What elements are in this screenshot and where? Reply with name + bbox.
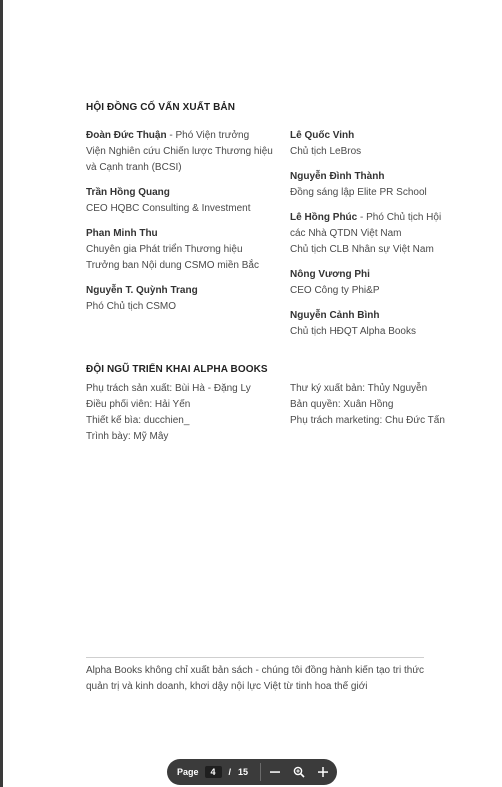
member-role: CEO HQBC Consulting & Investment [86, 203, 251, 214]
member-inline-role: - Phó Viện trưởng [166, 130, 250, 141]
advisory-entry [290, 128, 480, 160]
team-line: Thiết kế bìa: ducchien_ [86, 415, 190, 426]
member-name: Đoàn Đức Thuận [86, 130, 167, 141]
member-name: Trần Hồng Quang [86, 187, 170, 198]
page-toolbar [167, 759, 337, 785]
member-inline-role: - Phó Chủ tịch Hội [357, 212, 442, 223]
member-role: Phó Chủ tịch CSMO [86, 301, 177, 312]
advisory-entry [290, 267, 480, 299]
member-role: Chủ tịch LeBros [290, 146, 362, 157]
advisory-entry [290, 308, 480, 340]
page-total: 15 [238, 767, 249, 777]
footer-tagline: Alpha Books không chỉ xuất bản sách - chúng tôi đồng hành kiến tạo tri thức quản trị và kinh doanh, khơi dậy nội lực Việt từ tinh hoa thế giới [86, 665, 425, 692]
minus-icon [269, 766, 281, 778]
team-line: Trình bày: Mỹ Mây [86, 431, 169, 442]
advisory-right-column [290, 128, 480, 349]
page-number-input[interactable]: 4 [205, 766, 222, 778]
team-line: Điều phối viên: Hải Yến [86, 399, 191, 410]
zoom-button[interactable] [287, 759, 311, 785]
member-name: Lê Hồng Phúc [290, 212, 358, 223]
advisory-entry [290, 210, 480, 258]
page-label: Page [177, 767, 199, 777]
advisory-entry [86, 185, 286, 217]
advisory-entry [86, 226, 286, 274]
member-name: Nguyễn Đình Thành [290, 171, 385, 182]
advisory-title: HỘI ĐỒNG CỐ VẤN XUẤT BẢN [86, 102, 236, 113]
advisory-entry [86, 128, 286, 176]
team-left-column [86, 381, 286, 445]
member-role: Chủ tịch HĐQT Alpha Books [290, 326, 416, 337]
team-title: ĐỘI NGŨ TRIỂN KHAI ALPHA BOOKS [86, 364, 268, 375]
member-name: Nguyễn T. Quỳnh Trang [86, 285, 198, 296]
member-name: Nông Vương Phi [290, 269, 370, 280]
member-name: Nguyễn Cảnh Bình [290, 310, 380, 321]
plus-icon [317, 766, 329, 778]
team-right-column [290, 381, 490, 429]
team-line: Phụ trách sản xuất: Bùi Hà - Đặng Ly [86, 383, 251, 394]
advisory-entry [86, 283, 286, 315]
advisory-left-column [86, 128, 286, 324]
member-name: Lê Quốc Vinh [290, 130, 355, 141]
member-role: Đồng sáng lập Elite PR School [290, 187, 427, 198]
footer-divider [86, 657, 424, 658]
team-line: Bản quyền: Xuân Hồng [290, 399, 394, 410]
team-line: Thư ký xuất bản: Thủy Nguyễn [290, 383, 428, 394]
member-role: các Nhà QTDN Việt Nam [290, 228, 402, 239]
member-role: Chuyên gia Phát triển Thương hiệu [86, 244, 243, 255]
magnifier-icon [293, 766, 305, 778]
member-role: Chủ tịch CLB Nhân sự Việt Nam [290, 244, 434, 255]
zoom-out-button[interactable] [263, 759, 287, 785]
advisory-entry [290, 169, 480, 201]
member-role: và Cạnh tranh (BCSI) [86, 162, 182, 173]
team-line: Phụ trách marketing: Chu Đức Tấn [290, 415, 445, 426]
member-role: CEO Công ty Phi&P [290, 285, 380, 296]
member-role: Trưởng ban Nội dung CSMO miền Bắc [86, 260, 259, 271]
member-role: Viện Nghiên cứu Chiến lược Thương hiệu [86, 146, 273, 157]
page-separator: / [228, 767, 232, 777]
zoom-in-button[interactable] [311, 759, 335, 785]
member-name: Phan Minh Thu [86, 228, 158, 239]
toolbar-divider [260, 763, 261, 781]
